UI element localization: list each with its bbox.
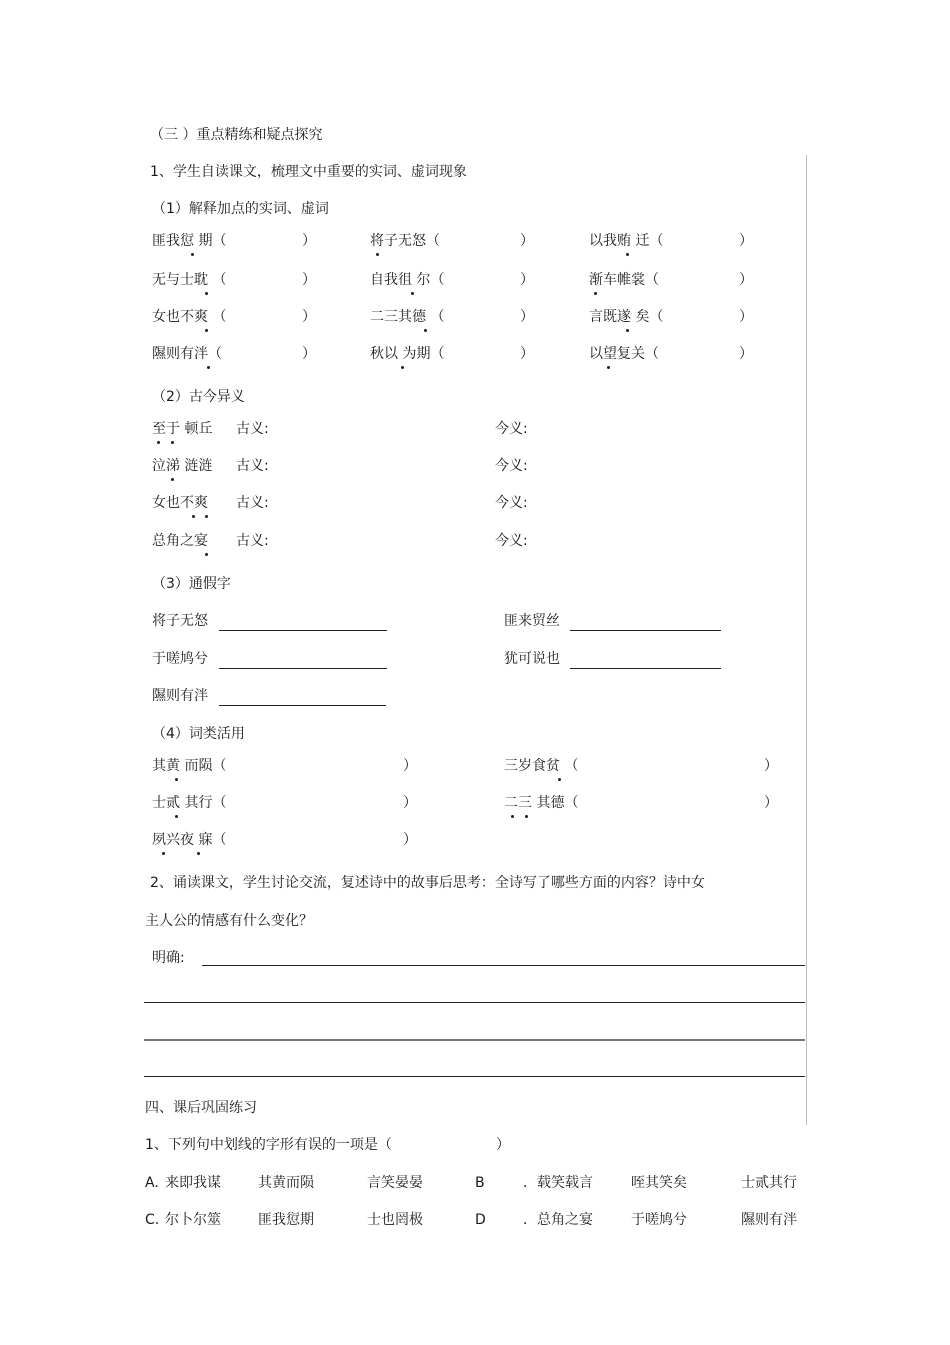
close-paren: ）: [520, 309, 534, 325]
jin-label: 今义:: [495, 421, 528, 437]
sub1-item: 以望复关（: [589, 346, 659, 362]
option-item: 言笑晏晏: [367, 1175, 423, 1191]
sub3-title: （3）通假字: [152, 576, 231, 592]
emphasis-dot: [607, 366, 610, 369]
emphasis-dot: [424, 329, 427, 332]
jin-label: 今义:: [495, 458, 528, 474]
option-item: 尔卜尔筮: [165, 1212, 221, 1228]
jin-label: 今义:: [495, 533, 528, 549]
sub3-item: 隰则有泮: [152, 688, 208, 704]
sub3-item: 将子无怒: [152, 613, 208, 629]
option-letter-b: B: [475, 1175, 485, 1191]
section4-title: 四、课后巩固练习: [145, 1100, 257, 1116]
sub1-item: 二三其德 （: [370, 309, 445, 325]
option-item: 隰则有泮: [741, 1212, 797, 1228]
emphasis-dot: [191, 253, 194, 256]
q2-line2: 主人公的情感有什么变化？: [145, 913, 313, 929]
option-item: 士也罔极: [367, 1212, 423, 1228]
close-paren: ）: [302, 233, 316, 249]
sub2-item: 女也不爽: [152, 495, 208, 511]
answer-blank[interactable]: [219, 630, 387, 631]
sub1-item: 匪我愆 期（: [152, 233, 227, 249]
answer-line[interactable]: [144, 1002, 805, 1003]
answer-line[interactable]: [202, 965, 805, 966]
sub2-item: 至于 顿丘: [152, 421, 213, 437]
right-margin-line: [806, 155, 807, 1125]
emphasis-dot: [376, 253, 379, 256]
emphasis-dot: [401, 366, 404, 369]
option-letter-d: D: [475, 1212, 486, 1228]
option-item: ．载笑载言: [523, 1175, 593, 1191]
sub3-item: 匪来贸丝: [504, 613, 560, 629]
close-paren: ）: [520, 233, 534, 249]
close-paren: ）: [302, 346, 316, 362]
emphasis-dot: [207, 366, 210, 369]
sub1-item: 秋以 为期（: [370, 346, 445, 362]
emphasis-dot: [175, 815, 178, 818]
sub2-item: 泣涕 涟涟: [152, 458, 213, 474]
option-item: 于嗟鸠兮: [631, 1212, 687, 1228]
sub1-item: 女也不爽 （: [152, 309, 227, 325]
section3-title: （三 ）重点精练和疑点探究: [150, 127, 323, 143]
sub1-item: 隰则有泮（: [152, 346, 222, 362]
option-item: 其黄而陨: [258, 1175, 314, 1191]
emphasis-dot: [205, 515, 208, 518]
emphasis-dot: [171, 478, 174, 481]
sub1-item: 渐车帷裳（: [589, 272, 659, 288]
emphasis-dot: [157, 441, 160, 444]
sub4-title: （4）词类活用: [152, 726, 245, 742]
close-paren: ）: [302, 309, 316, 325]
close-paren: ）: [739, 346, 753, 362]
emphasis-dot: [558, 778, 561, 781]
emphasis-dot: [162, 852, 165, 855]
gu-label: 古义:: [236, 533, 269, 549]
close-paren: ）: [403, 832, 417, 848]
answer-blank[interactable]: [219, 668, 387, 669]
sub1-title: （1）解释加点的实词、虚词: [152, 201, 329, 217]
emphasis-dot: [525, 815, 528, 818]
emphasis-dot: [205, 329, 208, 332]
sub1-item: 以我贿 迁（: [589, 233, 664, 249]
answer-line[interactable]: [144, 1039, 805, 1041]
close-paren: ）: [764, 758, 778, 774]
q1-title: 1、学生自读课文，梳理文中重要的实词、虚词现象: [150, 164, 467, 180]
gu-label: 古义:: [236, 458, 269, 474]
option-item: 来即我谋: [165, 1175, 221, 1191]
close-paren: ）: [403, 795, 417, 811]
close-paren: ）: [739, 233, 753, 249]
emphasis-dot: [175, 778, 178, 781]
emphasis-dot: [626, 329, 629, 332]
option-item: ．总角之宴: [523, 1212, 593, 1228]
close-paren: ）: [520, 346, 534, 362]
sub4-item: 三岁食贫 （: [504, 758, 579, 774]
sub2-item: 总角之宴: [152, 533, 208, 549]
sub2-title: （2）古今异义: [152, 389, 245, 405]
sub1-item: 言既遂 矣（: [589, 309, 664, 325]
answer-line[interactable]: [144, 1076, 805, 1077]
sub4-item: 二三 其德（: [504, 795, 579, 811]
emphasis-dot: [411, 292, 414, 295]
close-paren: ）: [739, 309, 753, 325]
close-paren: ）: [302, 272, 316, 288]
answer-blank[interactable]: [570, 668, 721, 669]
sub1-item: 将子无怒（: [370, 233, 440, 249]
sub3-item: 犹可说也: [504, 651, 560, 667]
close-paren: ）: [496, 1137, 510, 1153]
close-paren: ）: [739, 272, 753, 288]
emphasis-dot: [511, 815, 514, 818]
option-item: 咥其笑矣: [631, 1175, 687, 1191]
emphasis-dot: [171, 441, 174, 444]
close-paren: ）: [764, 795, 778, 811]
answer-label: 明确:: [152, 950, 185, 966]
close-paren: ）: [403, 758, 417, 774]
emphasis-dot: [626, 253, 629, 256]
emphasis-dot: [192, 515, 195, 518]
ex1-question: 1、下列句中划线的字形有误的一项是（: [145, 1137, 392, 1153]
option-item: 士贰其行: [741, 1175, 797, 1191]
answer-blank[interactable]: [219, 705, 386, 706]
close-paren: ）: [520, 272, 534, 288]
option-letter-c: C.: [145, 1212, 160, 1228]
emphasis-dot: [594, 292, 597, 295]
sub3-item: 于嗟鸠兮: [152, 651, 208, 667]
sub1-item: 无与士耽 （: [152, 272, 227, 288]
emphasis-dot: [197, 852, 200, 855]
emphasis-dot: [205, 292, 208, 295]
sub1-item: 自我徂 尔（: [370, 272, 445, 288]
sub4-item: 其黄 而陨（: [152, 758, 227, 774]
gu-label: 古义:: [236, 421, 269, 437]
answer-blank[interactable]: [570, 630, 721, 631]
option-item: 匪我愆期: [258, 1212, 314, 1228]
gu-label: 古义:: [236, 495, 269, 511]
emphasis-dot: [205, 553, 208, 556]
sub4-item: 士贰 其行（: [152, 795, 227, 811]
jin-label: 今义:: [495, 495, 528, 511]
sub4-item: 夙兴夜 寐（: [152, 832, 227, 848]
option-letter-a: A.: [145, 1175, 159, 1191]
q2-line1: 2、诵读课文，学生讨论交流，复述诗中的故事后思考：全诗写了哪些方面的内容？诗中女: [150, 875, 705, 891]
